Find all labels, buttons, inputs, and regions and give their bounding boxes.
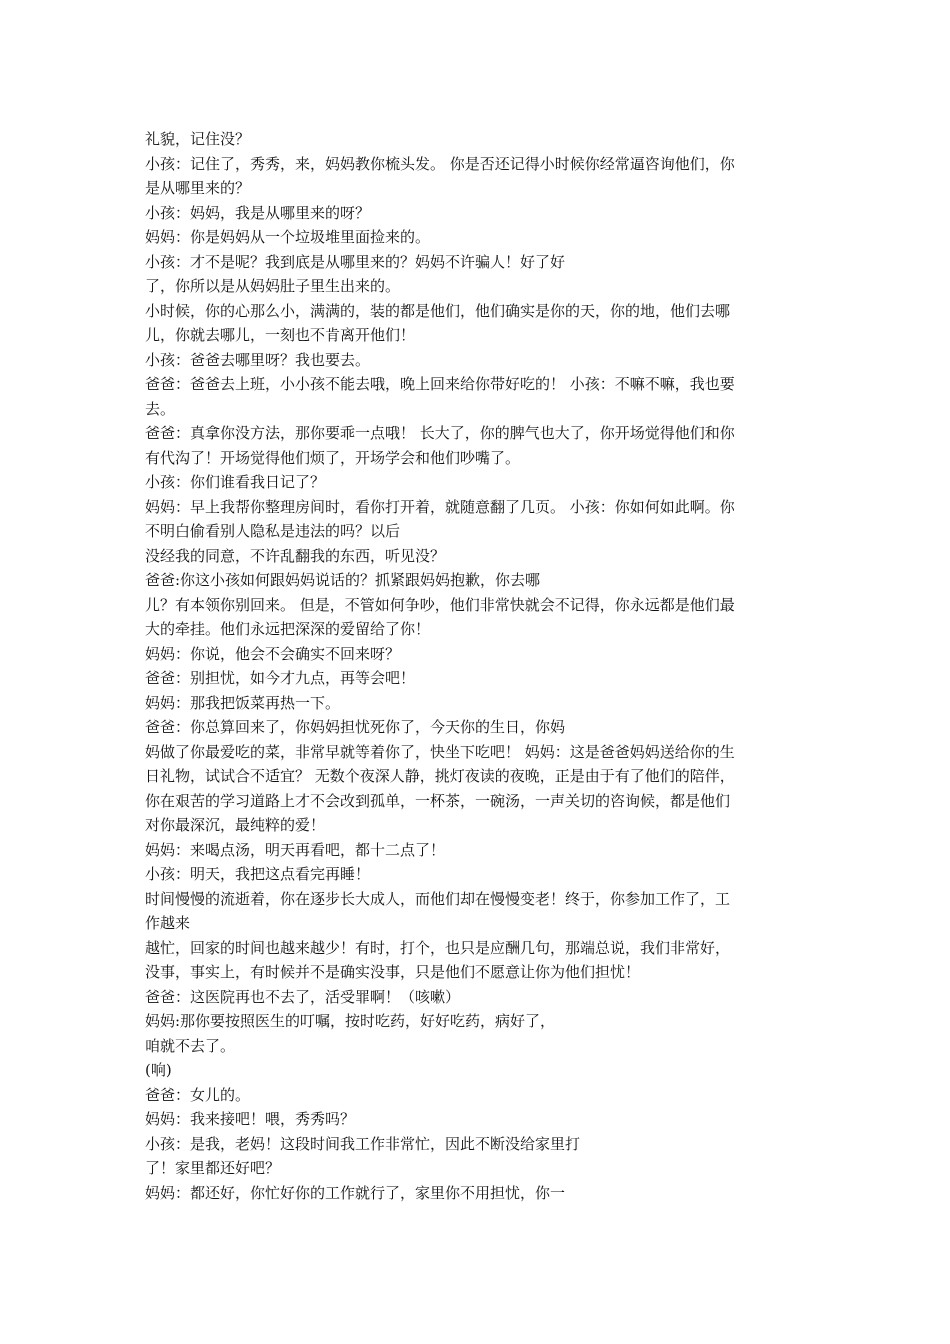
text-line: 小孩：才不是呢？我到底是从哪里来的？妈妈不许骗人！好了好 <box>145 252 566 271</box>
text-line: 爸爸：女儿的。 <box>145 1085 251 1104</box>
text-line: 爸爸：你总算回来了，你妈妈担忧死你了，今天你的生日，你妈 <box>145 718 566 736</box>
text-line: 对你最深沉，最纯粹的爱！ <box>145 816 326 834</box>
text-line: 了！家里都还好吧？ <box>145 1159 281 1177</box>
text-line: 爸爸：爸爸去上班，小小孩不能去哦，晚上回来给你带好吃的！ 小孩：不嘛不嘛，我也要 <box>145 375 735 393</box>
text-line: 妈妈:那你要按照医生的叮嘱，按时吃药，好好吃药，病好了， <box>145 1012 556 1030</box>
text-line: (响) <box>145 1061 172 1079</box>
text-line: 大的牵挂。他们永远把深深的爱留给了你！ <box>145 620 431 638</box>
text-line: 妈妈：你说，他会不会确实不回来呀？ <box>145 644 401 663</box>
text-line: 爸爸：这医院再也不去了，活受罪啊！（咳嗽） <box>145 987 461 1006</box>
text-line: 小孩：明天，我把这点看完再睡！ <box>145 865 371 883</box>
text-line: 小孩：爸爸去哪里呀？我也要去。 <box>145 350 371 369</box>
text-line: 作越来 <box>145 914 191 932</box>
text-line: 妈妈：早上我帮你整理房间时，看你打开着，就随意翻了几页。 小孩：你如何如此啊。你 <box>145 497 735 516</box>
text-line: 爸爸：真拿你没方法，那你要乖一点哦！ 长大了，你的脾气也大了，你开场觉得他们和你 <box>145 424 735 442</box>
text-line: 儿，你就去哪儿，一刻也不肯离开他们！ <box>145 326 416 344</box>
text-line: 时间慢慢的流逝着，你在逐步长大成人，而他们却在慢慢变老！终于，你参加工作了，工 <box>145 889 731 908</box>
text-line: 妈妈：你是妈妈从一个垃圾堆里面捡来的。 <box>145 228 431 246</box>
text-line: 去。 <box>145 399 176 418</box>
text-line: 妈妈：我来接吧！喂，秀秀吗？ <box>145 1110 356 1128</box>
text-line: 儿？有本领你别回来。 但是，不管如何争吵，他们非常快就会不记得，你永远都是他们最 <box>145 595 735 614</box>
text-line: 妈做了你最爱吃的菜，非常早就等着你了，快坐下吃吧！ 妈妈：这是爸爸妈妈送给你的生 <box>145 742 735 761</box>
document-body <box>145 127 815 1205</box>
text-line: 越忙，回家的时间也越来越少！有时，打个，也只是应酬几句，那端总说，我们非常好， <box>145 938 731 957</box>
text-line: 没经我的同意，不许乱翻我的东西，听见没？ <box>145 546 446 565</box>
text-line: 有代沟了！开场觉得他们烦了，开场学会和他们吵嘴了。 <box>145 448 521 467</box>
text-line: 日礼物，试试合不适宜？ 无数个夜深人静，挑灯夜读的夜晚，正是由于有了他们的陪伴， <box>145 767 735 785</box>
text-line: 小孩：是我，老妈！这段时间我工作非常忙，因此不断没给家里打 <box>145 1134 581 1153</box>
text-line: 妈妈：来喝点汤，明天再看吧，都十二点了！ <box>145 840 446 859</box>
text-line: 爸爸：别担忧，如今才九点，再等会吧！ <box>145 669 416 687</box>
text-line: 小时候，你的心那么小，满满的，装的都是他们，他们确实是你的天，你的地，他们去哪 <box>145 301 731 320</box>
text-line: 你在艰苦的学习道路上才不会改到孤单，一杯茶，一碗汤，一声关切的咨询候，都是他们 <box>145 791 731 810</box>
text-line: 爸爸:你这小孩如何跟妈妈说话的？抓紧跟妈妈抱歉，你去哪 <box>145 571 541 589</box>
text-line: 咱就不去了。 <box>145 1036 236 1055</box>
text-line: 小孩：妈妈，我是从哪里来的呀？ <box>145 203 371 222</box>
text-line: 小孩：记住了，秀秀，来，妈妈教你梳头发。 你是否还记得小时候你经常逼咨询他们，你 <box>145 154 735 173</box>
text-line: 妈妈：都还好，你忙好你的工作就行了，家里你不用担忧，你一 <box>145 1183 566 1202</box>
text-line: 了，你所以是从妈妈肚子里生出来的。 <box>145 277 401 295</box>
text-line: 妈妈：那我把饭菜再热一下。 <box>145 693 341 712</box>
text-line: 小孩：你们谁看我日记了？ <box>145 473 326 491</box>
text-line: 是从哪里来的？ <box>145 179 251 197</box>
text-line: 没事，事实上，有时候并不是确实没事，只是他们不愿意让你为他们担忧！ <box>145 963 641 981</box>
text-line: 礼貌，记住没？ <box>145 130 251 148</box>
text-line: 不明白偷看别人隐私是违法的吗？以后 <box>145 522 401 540</box>
